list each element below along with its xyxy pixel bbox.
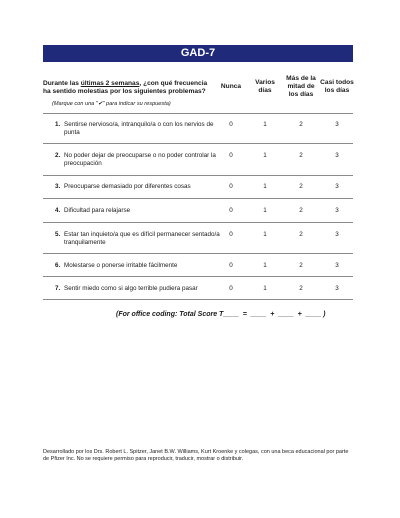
item-text: Preocuparse demasiado por diferentes cosas xyxy=(64,183,191,190)
score-mas-de-la-mitad[interactable]: 2 xyxy=(299,183,303,190)
row-divider xyxy=(43,299,353,300)
score-varios-dias[interactable]: 1 xyxy=(263,207,267,214)
question-post: , ¿con qué frecuencia ha sentido molestias por los siguientes problemas? xyxy=(43,80,208,95)
item-number: 1. xyxy=(55,121,61,128)
score-casi-todos[interactable]: 3 xyxy=(335,207,339,214)
item-number: 4. xyxy=(55,207,61,214)
score-mas-de-la-mitad[interactable]: 2 xyxy=(299,262,303,269)
score-nunca[interactable]: 0 xyxy=(229,207,233,214)
score-casi-todos[interactable]: 3 xyxy=(335,152,339,159)
score-casi-todos[interactable]: 3 xyxy=(335,231,339,238)
score-varios-dias[interactable]: 1 xyxy=(263,121,267,128)
row-divider xyxy=(43,222,353,223)
score-mas-de-la-mitad[interactable]: 2 xyxy=(299,231,303,238)
score-nunca[interactable]: 0 xyxy=(229,285,233,292)
score-varios-dias[interactable]: 1 xyxy=(263,262,267,269)
column-header-varios-dias: Varios días xyxy=(255,79,275,94)
item-number: 3. xyxy=(55,183,61,190)
footer-credits: Desarrollado por los Drs. Robert L. Spitzer, Janet B.W. Williams, Kurt Kroenke y colegas, con una beca educacional por parte de Pfizer Inc. No se requiere permiso para reproducir, traducir, mostrar o distribuir. xyxy=(43,449,349,462)
row-divider xyxy=(43,143,353,144)
instruction-question xyxy=(43,80,221,96)
row-divider xyxy=(43,253,353,254)
item-text: Sentirse nervioso/a, intranquilo/a o con los nervios de punta xyxy=(64,121,214,136)
score-nunca[interactable]: 0 xyxy=(229,121,233,128)
score-nunca[interactable]: 0 xyxy=(229,183,233,190)
row-divider xyxy=(43,276,353,277)
row-divider xyxy=(43,198,353,199)
row-divider xyxy=(43,113,353,114)
form-title: GAD-7 xyxy=(43,45,353,62)
item-number: 7. xyxy=(55,285,61,292)
question-underline: últimas 2 semanas xyxy=(80,80,140,87)
score-nunca[interactable]: 0 xyxy=(229,231,233,238)
score-mas-de-la-mitad[interactable]: 2 xyxy=(299,207,303,214)
column-header-casi-todos: Casi todos los días xyxy=(320,79,354,94)
score-casi-todos[interactable]: 3 xyxy=(335,121,339,128)
item-number: 5. xyxy=(55,231,61,238)
score-mas-de-la-mitad[interactable]: 2 xyxy=(299,152,303,159)
item-text: Sentir miedo como si algo terrible pudiera pasar xyxy=(64,285,198,292)
instruction-note: (Marque con una "✔" para indicar su respuesta) xyxy=(52,101,171,107)
score-varios-dias[interactable]: 1 xyxy=(263,231,267,238)
score-varios-dias[interactable]: 1 xyxy=(263,285,267,292)
item-text: Estar tan inquieto/a que es difícil permanecer sentado/a tranquilamente xyxy=(64,231,220,246)
score-mas-de-la-mitad[interactable]: 2 xyxy=(299,285,303,292)
score-nunca[interactable]: 0 xyxy=(229,262,233,269)
column-header-mas-de-la-mitad: Más de la mitad de los días xyxy=(286,75,316,98)
item-number: 2. xyxy=(55,152,61,159)
row-divider xyxy=(43,175,353,176)
score-varios-dias[interactable]: 1 xyxy=(263,183,267,190)
item-text: No poder dejar de preocuparse o no poder controlar la preocupación xyxy=(64,152,216,167)
score-casi-todos[interactable]: 3 xyxy=(335,285,339,292)
item-text: Dificultad para relajarse xyxy=(64,207,131,214)
office-coding-total: (For office coding: Total Score T____ = ____ + ____ + ____ ) xyxy=(116,311,326,318)
column-header-nunca: Nunca xyxy=(220,83,242,90)
question-pre: Durante las xyxy=(43,80,81,87)
item-number: 6. xyxy=(55,262,61,269)
score-nunca[interactable]: 0 xyxy=(229,152,233,159)
score-casi-todos[interactable]: 3 xyxy=(335,183,339,190)
score-varios-dias[interactable]: 1 xyxy=(263,152,267,159)
item-text: Molestarse o ponerse irritable fácilmente xyxy=(64,262,178,269)
score-casi-todos[interactable]: 3 xyxy=(335,262,339,269)
score-mas-de-la-mitad[interactable]: 2 xyxy=(299,121,303,128)
